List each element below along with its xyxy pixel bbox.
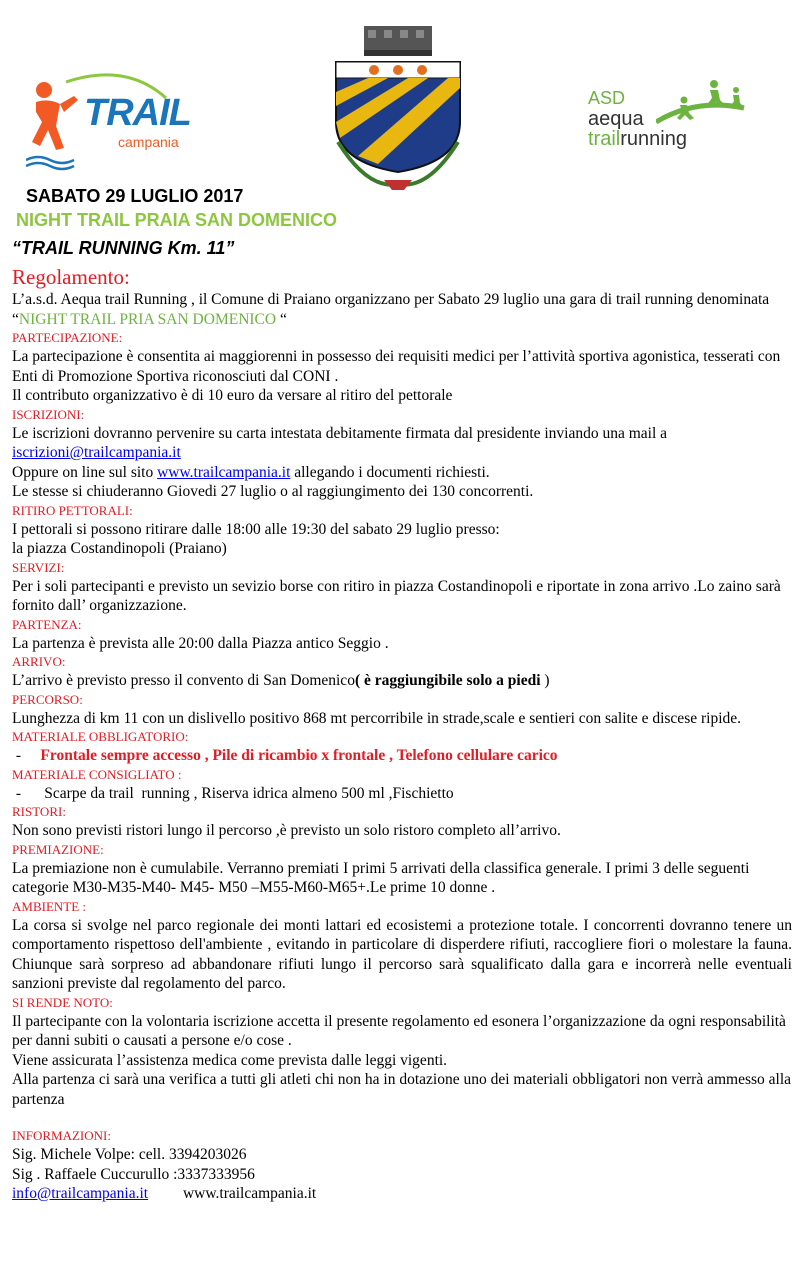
section-title-materiale-consigliato: MATERIALE CONSIGLIATO : [12,766,182,782]
section-title-arrivo: ARRIVO: [12,654,66,669]
asd-word: ASD [588,88,626,108]
running-part: running [620,128,687,150]
intro-name-line [12,310,792,330]
materiale-consigliato-item: - Scarpe da trail running , Riserva idrica almeno 500 ml ,Fischietto [12,784,454,802]
online-text-a: Oppure on line sul sito [12,463,158,481]
info-email-link[interactable]: info@trailcampania.it [12,1185,149,1202]
note-text-2: Viene assicurata l’assistenza medica come prevista dalle leggi vigenti. [12,1051,448,1069]
trail-word: TRAIL [84,92,191,134]
iscrizioni-text: Le iscrizioni dovranno pervenire su carta intestata debitamente firmata dal presidente inviando una mail a [12,424,668,442]
section-title-partecipazione: PARTECIPAZIONE: [12,330,123,345]
info-site-text: www.trailcampania.it [148,1185,317,1202]
iscrizioni-email-line [12,443,792,463]
section-title-ritiro: RITIRO PETTORALI: [12,502,133,518]
arrivo-text-a: L’arrivo è previsto presso il convento di San Domenico [12,672,355,689]
partenza-text: La partenza è prevista alle 20:00 dalla Piazza antico Seggio . [12,634,389,652]
quote-open: “ [12,310,19,328]
percorso-text: Lunghezza di km 11 con un dislivello positivo 868 mt percorribile in strade,scale e sentieri con salite e discese ripide. [12,709,742,727]
servizi-text: Per i soli partecipanti e previsto un sevizio borse con ritiro in piazza Costandinopoli e riportate in zona arrivo .Lo zaino sarà fornito dall’ organizzazione. [12,577,781,614]
materiale-obbligatorio-text: Frontale sempre accesso , Pile di ricambio x frontale , Telefono cellulare carico [40,747,558,764]
online-text-b: allegando i documenti richiesti. [290,463,490,481]
trail-part: trail [588,128,621,150]
event-date: SABATO 29 LUGLIO 2017 [26,186,244,206]
arrivo-text-bold: ( è raggiungibile solo a piedi [354,672,541,689]
iscrizioni-email-link[interactable]: iscrizioni@trailcampania.it [12,444,181,461]
doc-title: Regolamento: [12,265,130,289]
section-title-informazioni: INFORMAZIONI: [12,1128,111,1143]
site-link[interactable]: www.trailcampania.it [157,463,291,481]
section-title-premiazione: PREMIAZIONE: [12,841,104,857]
ristori-text: Non sono previsti ristori lungo il percorso ,è previsto un solo ristoro completo all’arrivo. [12,822,561,839]
section-title-si-rende-noto: SI RENDE NOTO: [12,994,113,1010]
campania-word: campania [118,134,179,150]
ritiro-text: I pettorali si possono ritirare dalle 18:00 alle 19:30 del sabato 29 luglio presso: [12,520,500,538]
aequa-word: aequa [588,108,644,130]
section-title-percorso: PERCORSO: [12,691,83,707]
asd-aequa-logo [586,78,756,158]
partecipazione-text: La partecipazione è consentita ai maggiorenni in possesso dei requisiti medici per l’attività sportiva agonistica, tesserati con Enti di Promozione Sportiva riconosciuti dal CONI . [12,348,781,385]
materiale-obbligatorio-item [12,746,792,766]
trail-campania-logo [26,68,196,173]
runners-icon [656,78,746,138]
event-name: NIGHT TRAIL PRAIA SAN DOMENICO [16,210,338,230]
partecipazione-fee: Il contributo organizzativo è di 10 euro da versare al ritiro del pettorale [12,387,453,404]
section-title-ristori: RISTORI: [12,804,66,819]
contact-1: Sig. Michele Volpe: cell. 3394203026 [12,1146,247,1163]
section-title-servizi: SERVIZI: [12,559,65,575]
municipal-coat-of-arms [328,22,468,192]
regulation-document [12,265,792,1204]
intro-event-name: NIGHT TRAIL PRIA SAN DOMENICO [18,310,277,328]
section-title-ambiente: AMBIENTE : [12,898,87,914]
intro-text: L’a.s.d. Aequa trail Running , il Comune di Praiano organizzano per Sabato 29 luglio una gara di trail running denominata [12,291,770,308]
premiazione-text: La premiazione non è cumulabile. Verranno premiati I primi 5 arrivati della classifica generale. I primi 3 delle seguenti categorie M30-M35-M40- M45- M50 –M55-M60-M65+.Le prime 10 donne . [12,859,750,896]
note-text-1: Il partecipante con la volontaria iscrizione accetta il presente regolamento ed esonera l’organizzazione da ogni responsabilità per danni subiti o causati a persone e/o cose . [12,1012,786,1049]
iscrizioni-online-line [12,463,792,483]
quote-close: “ [276,310,287,328]
note-text-3: Alla partenza ci sarà una verifica a tutti gli atleti chi non ha in dotazione uno dei materiali obbligatori non verrà ammesso alla partenza [12,1071,792,1108]
contact-links-line [12,1184,792,1204]
iscrizioni-deadline: Le stesse si chiuderanno Giovedi 27 luglio o al raggiungimento dei 130 concorrenti. [12,483,534,500]
coat-of-arms-icon [328,22,468,192]
arrivo-text [12,671,792,691]
contact-2: Sig . Raffaele Cuccurullo :3337333956 [12,1165,255,1183]
bullet-dash: - [12,747,41,764]
ritiro-place: la piazza Costandinopoli (Praiano) [12,540,227,557]
event-distance: “TRAIL RUNNING Km. 11” [12,238,235,258]
arrivo-text-c: ) [540,672,550,689]
section-title-iscrizioni: ISCRIZIONI: [12,406,85,422]
section-title-partenza: PARTENZA: [12,616,82,632]
ambiente-text: La corsa si svolge nel parco regionale dei monti lattari ed ecosistemi a protezione totale. I concorrenti dovranno tenere un comportamento rispettoso dell'ambiente , evitando in particolare di disperdere rifiuti, raccogliere fiori o molestare la fauna. Chiunque sarà sorpreso ad abbandonare rifiuti lungo il percorso sarà squalificato dalla gara e incorrerà nelle eventuali sanzioni previste dal regolamento del parco. [12,916,792,992]
section-title-materiale-obbligatorio: MATERIALE OBBLIGATORIO: [12,729,189,744]
